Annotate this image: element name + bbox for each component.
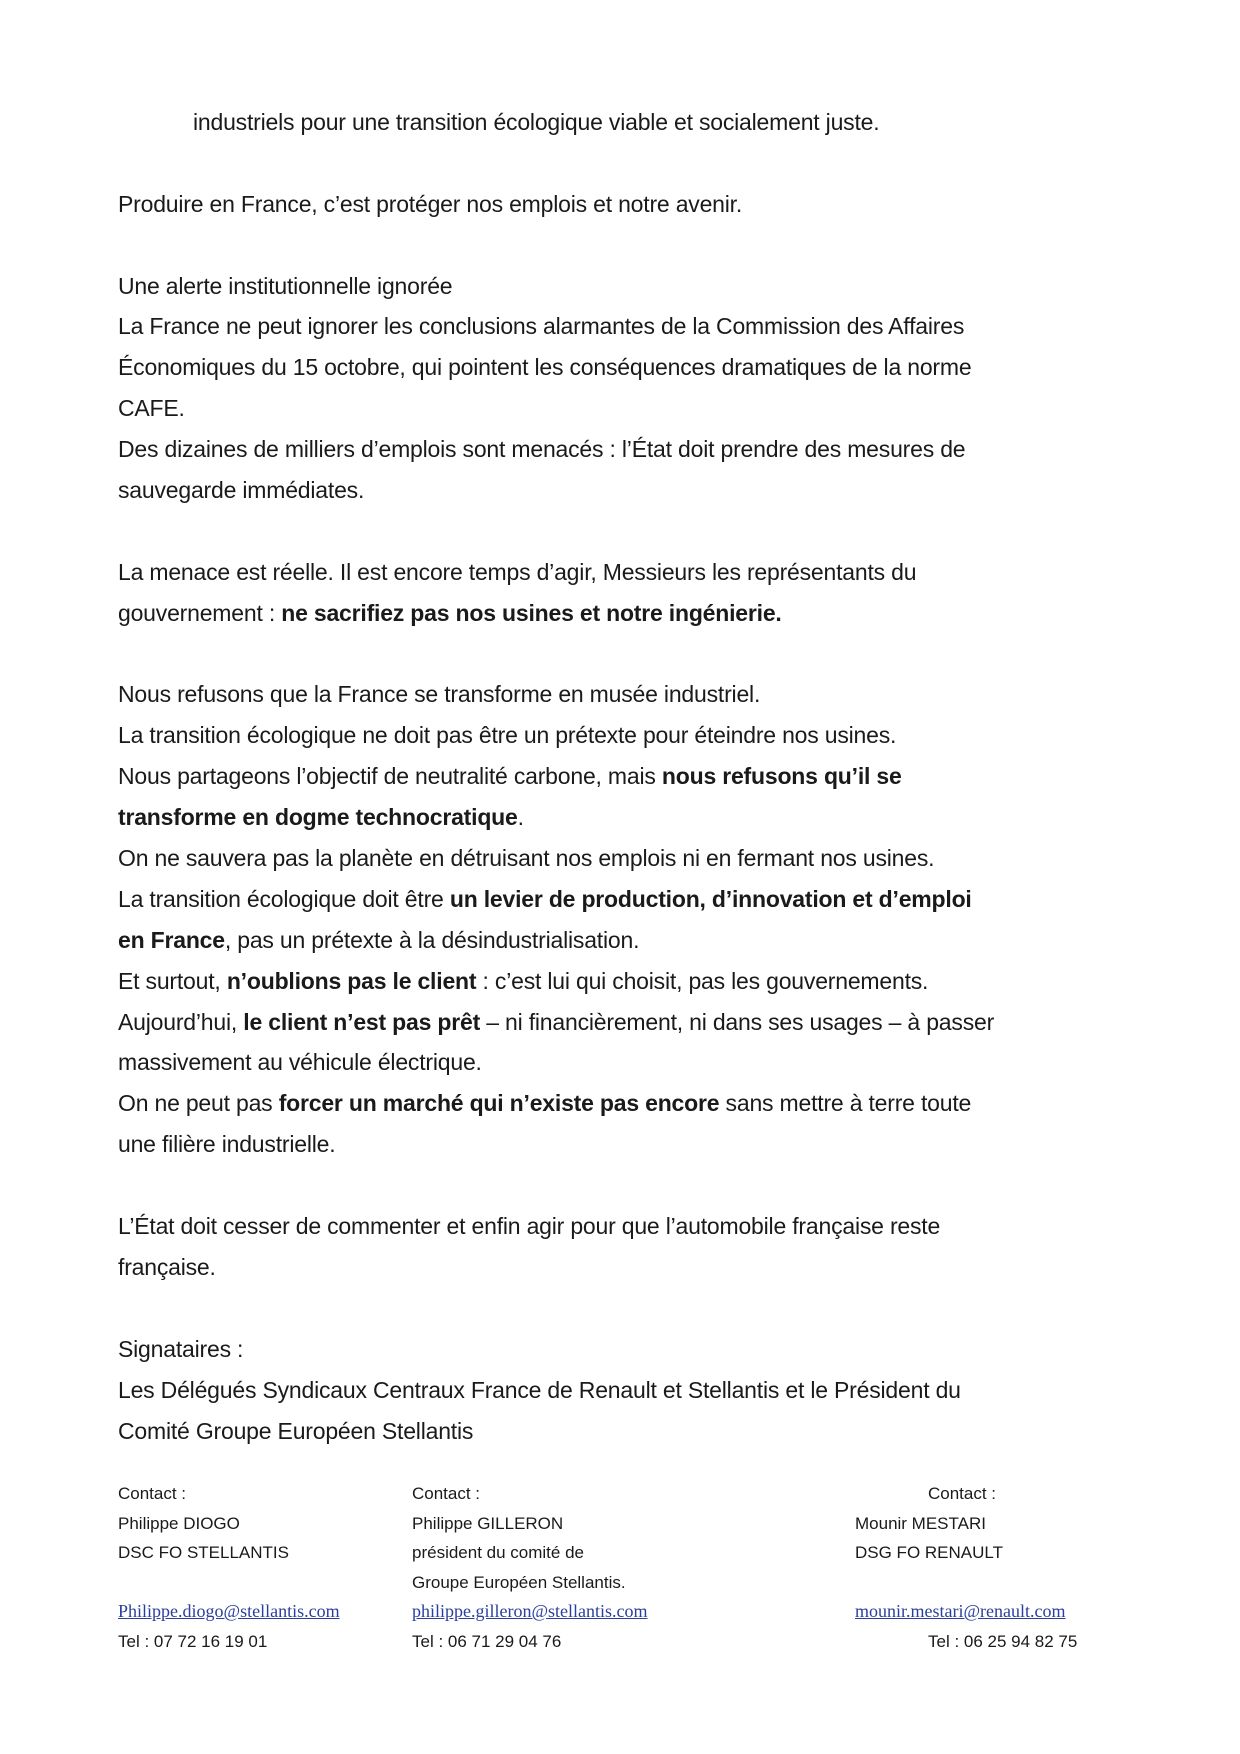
contact-email-link[interactable]: mounir.mestari@renault.com — [855, 1601, 1066, 1621]
contact-label: Contact : — [118, 1484, 187, 1503]
contact-label: Contact : — [928, 1484, 997, 1503]
bold-text: nous refusons qu’il se — [661, 763, 902, 790]
blank-line — [118, 1165, 1178, 1206]
text-line — [118, 838, 1178, 879]
blank-line — [118, 143, 1178, 184]
text-segment: française. — [118, 1253, 216, 1280]
contact-name: Philippe GILLERON — [412, 1513, 564, 1533]
text-segment: La transition écologique doit être — [118, 885, 450, 912]
contact-name: Philippe DIOGO — [118, 1513, 240, 1533]
bold-text: forcer un marché qui n’existe pas encore — [278, 1090, 720, 1117]
contact-role: DSC FO STELLANTIS — [118, 1543, 289, 1562]
contact-role-2: Groupe Européen Stellantis. — [412, 1572, 626, 1592]
blank-line — [118, 511, 1178, 552]
text-segment: La menace est réelle. Il est encore temps d’agir, Messieurs les représentants du — [118, 558, 917, 585]
text-segment: Économiques du 15 octobre, qui pointent les conséquences dramatiques de la norme — [118, 354, 972, 381]
bold-text: un levier de production, d’innovation et d’emploi — [449, 885, 972, 912]
text-line — [118, 1124, 1178, 1165]
text-line — [118, 388, 1178, 429]
text-segment: La France ne peut ignorer les conclusions alarmantes de la Commission des Affaires — [118, 313, 965, 340]
contact-diogo — [118, 1479, 340, 1656]
contact-email-link[interactable]: philippe.gilleron@stellantis.com — [412, 1601, 648, 1621]
contact-role-2 — [118, 1568, 340, 1598]
contact-name: Mounir MESTARI — [855, 1513, 986, 1533]
contact-label: Contact : — [412, 1484, 481, 1503]
contact-mestari — [855, 1479, 1077, 1656]
contact-email-link[interactable]: Philippe.diogo@stellantis.com — [118, 1601, 340, 1621]
text-segment: – ni financièrement, ni dans ses usages – à passer — [480, 1008, 995, 1035]
text-line — [118, 1411, 1178, 1452]
text-line — [118, 429, 1178, 470]
text-segment: La transition écologique ne doit pas être un prétexte pour éteindre nos usines. — [118, 722, 897, 749]
text-segment: Aujourd’hui, — [118, 1008, 244, 1035]
text-segment: , pas un prétexte à la désindustrialisation. — [224, 926, 640, 953]
text-line — [118, 552, 1178, 593]
bold-text: ne sacrifiez pas nos usines et notre ingénierie. — [281, 599, 782, 626]
letter-body — [118, 102, 1178, 1451]
contact-gilleron — [412, 1479, 648, 1656]
blank-line — [118, 1288, 1178, 1329]
text-segment: Nous partageons l’objectif de neutralité carbone, mais — [118, 763, 662, 790]
bold-text: en France — [118, 926, 225, 953]
text-segment: sans mettre à terre toute — [719, 1090, 972, 1117]
text-line — [118, 1247, 1178, 1288]
text-line — [118, 266, 1178, 307]
text-line — [118, 920, 1178, 961]
blank-line — [118, 225, 1178, 266]
bold-text: transforme en dogme technocratique — [118, 804, 518, 831]
text-segment: On ne sauvera pas la planète en détruisant nos emplois ni en fermant nos usines. — [118, 845, 935, 872]
text-line — [118, 1370, 1178, 1411]
text-line — [118, 797, 1178, 838]
text-segment: Signataires : — [118, 1335, 244, 1362]
text-line — [118, 184, 1178, 225]
text-segment: sauvegarde immédiates. — [118, 477, 365, 504]
text-line — [118, 961, 1178, 1002]
text-line — [118, 593, 1178, 634]
contact-role: DSG FO RENAULT — [855, 1543, 1003, 1562]
text-line — [118, 715, 1178, 756]
text-segment: Nous refusons que la France se transforme en musée industriel. — [118, 681, 761, 708]
text-line — [118, 1206, 1178, 1247]
text-segment: Comité Groupe Européen Stellantis — [118, 1417, 474, 1444]
text-segment: Une alerte institutionnelle ignorée — [118, 272, 453, 299]
text-segment: Et surtout, — [118, 967, 227, 994]
text-line — [118, 674, 1178, 715]
contact-phone: Tel : 06 71 29 04 76 — [412, 1631, 562, 1651]
text-line — [118, 1083, 1178, 1124]
text-line — [118, 347, 1178, 388]
text-segment: Des dizaines de milliers d’emplois sont menacés : l’État doit prendre des mesures de — [118, 436, 966, 463]
text-segment: On ne peut pas — [118, 1090, 279, 1117]
text-segment: Les Délégués Syndicaux Centraux France de Renault et Stellantis et le Président du — [118, 1376, 961, 1403]
text-segment: Produire en France, c’est protéger nos emplois et notre avenir. — [118, 190, 743, 217]
text-segment: L’État doit cesser de commenter et enfin agir pour que l’automobile française reste — [118, 1213, 941, 1240]
text-segment: massivement au véhicule électrique. — [118, 1049, 482, 1076]
contact-role: président du comité de — [412, 1543, 584, 1562]
text-segment: une filière industrielle. — [118, 1131, 336, 1158]
text-line — [118, 306, 1178, 347]
text-line — [118, 879, 1178, 920]
text-segment: . — [517, 804, 524, 831]
text-line — [118, 1002, 1178, 1043]
contact-phone: Tel : 07 72 16 19 01 — [118, 1631, 268, 1651]
text-segment: CAFE. — [118, 395, 185, 422]
text-segment: industriels pour une transition écologique viable et socialement juste. — [193, 109, 880, 135]
contact-role-2 — [855, 1568, 1077, 1598]
contact-phone: Tel : 06 25 94 82 75 — [928, 1631, 1078, 1651]
bold-text: n’oublions pas le client — [226, 967, 477, 994]
text-line — [118, 1042, 1178, 1083]
blank-line — [118, 634, 1178, 675]
bold-text: le client n’est pas prêt — [243, 1008, 481, 1035]
text-line — [118, 102, 1178, 143]
text-line — [118, 470, 1178, 511]
text-segment: gouvernement : — [118, 599, 282, 626]
text-segment: : c’est lui qui choisit, pas les gouvernements. — [476, 967, 929, 994]
text-line — [118, 1329, 1178, 1370]
text-line — [118, 756, 1178, 797]
